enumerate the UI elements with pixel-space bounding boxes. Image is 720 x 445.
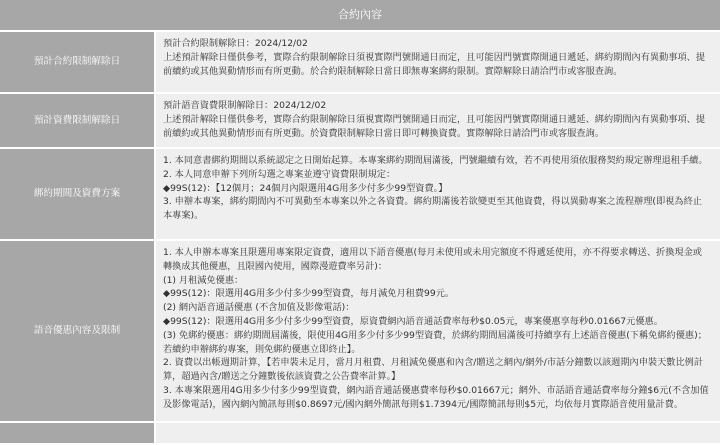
row-content-rate-release-date bbox=[154, 94, 720, 147]
content-line: 2. 本人同意申辦下列所勾選之專案並遵守資費限制規定： bbox=[163, 168, 396, 180]
row-content-next bbox=[154, 423, 720, 443]
row-label-voice-offer: 語音優惠內容及限制 bbox=[0, 241, 154, 421]
content-line: (2) 網內語音通話優惠 (不含加值及影像電話)： bbox=[163, 302, 355, 314]
row-label-next bbox=[0, 423, 154, 443]
row-content-contract-release-date bbox=[154, 32, 720, 92]
table-row bbox=[0, 423, 720, 443]
content-line: ◆99S(12)：限選用4G用多少付多少99型資費，每月減免月租費99元。 bbox=[163, 288, 455, 300]
content-line: 1. 本人申辦本專案且限選用專案限定資費，適用以下語音優惠(每月未使用或未用完額度不得遞延使用，亦不得要求轉送、折換現金或轉換成其他優惠，且限國內使用，國際漫遊費率另計)： bbox=[163, 247, 702, 272]
contract-content-header: 合約內容 bbox=[0, 0, 720, 32]
row-content-voice-offer bbox=[154, 241, 720, 421]
content-line: 1. 本同意書綁約期間以系統認定之日開始起算。本專案綁約期間屆滿後，門號繼續有效，若不再使用須依服務契約規定辦理退租手續。 bbox=[163, 155, 708, 166]
content-line: 3. 申辦本專案，綁約期間內不可異動至本專案以外之各資費。綁約期滿後若欲變更至其他資費，得以異動專案之流程辦理(即視為終止本專案)。 bbox=[163, 196, 702, 222]
table-row bbox=[0, 32, 720, 92]
row-content-contract-period bbox=[154, 149, 720, 239]
row-label-contract-period: 綁約期間及資費方案 bbox=[0, 149, 154, 239]
table-row bbox=[0, 149, 720, 239]
content-line: 2. 資費以出帳週期計算，【若申裝未足月，當月月租費、月租減免優惠和內含/贈送之網內/網外/市話分鐘數以該週期內申裝天數比例計算，超過內含/贈送之分鐘數後依該資費之公告費率計算。】 bbox=[163, 357, 704, 383]
content-line: 預計語音資費限制解除日：2024/12/02 bbox=[163, 100, 327, 111]
table-row bbox=[0, 241, 720, 421]
content-line: (3) 免綁約優惠：綁約期間屆滿後，限使用4G用多少付多少99型資費，於綁約期間屆滿後可持續享有上述語音優惠(下稱免綁約優惠)；若續約申辦綁約專案，則免綁約優惠立即終止】。 bbox=[163, 329, 707, 355]
content-line: ◆99S(12)：【12個月；24個月內限選用4G用多少付多少99型資費。】 bbox=[163, 182, 448, 194]
row-label-contract-release-date: 預計合約限制解除日 bbox=[0, 32, 154, 92]
contract-details-table bbox=[0, 30, 720, 445]
table-row bbox=[0, 94, 720, 147]
content-line: 上述預計解除日僅供參考，實際合約限制解除日須視實際門號開通日而定，且可能因門號實際開通日遞延、綁約期間內有異動事項、提前續約或其他異動情形而有所更動。於資費限制解除日當日即可轉換資費。實際解除日請洽門市或客服查詢。 bbox=[163, 113, 706, 139]
content-line: 預計合約限制解除日：2024/12/02 bbox=[163, 38, 308, 49]
content-line: (1) 月租減免優惠： bbox=[163, 274, 244, 286]
content-line: 3. 本專案限選用4G用多少付多少99型資費，網內語音通話優惠費率每秒$0.01667元；網外、市話語音通話費率每分鐘$6元(不含加值及影像電話)，國內網內簡訊每則$0.8697元/國內網外簡訊每則$1.7394元/國際簡訊每則$5元，均依每月實際語音使用量計費。 bbox=[163, 384, 709, 410]
content-line: ◆99S(12)：限選用4G用多少付多少99型資費，原資費網內語音通話費率每秒$0.05元，專案優惠享每秒0.01667元優惠。 bbox=[163, 315, 663, 327]
row-label-rate-release-date: 預計資費限制解除日 bbox=[0, 94, 154, 147]
content-line: 上述預計解除日僅供參考，實際合約限制解除日須視實際門號開通日而定，且可能因門號實際開通日遞延、綁約期間內有異動事項、提前續約或其他異動情形而有所更動。於合約限制解除日當日即無專案綁約限制。實際解除日請洽門市或客服查詢。 bbox=[163, 51, 706, 77]
